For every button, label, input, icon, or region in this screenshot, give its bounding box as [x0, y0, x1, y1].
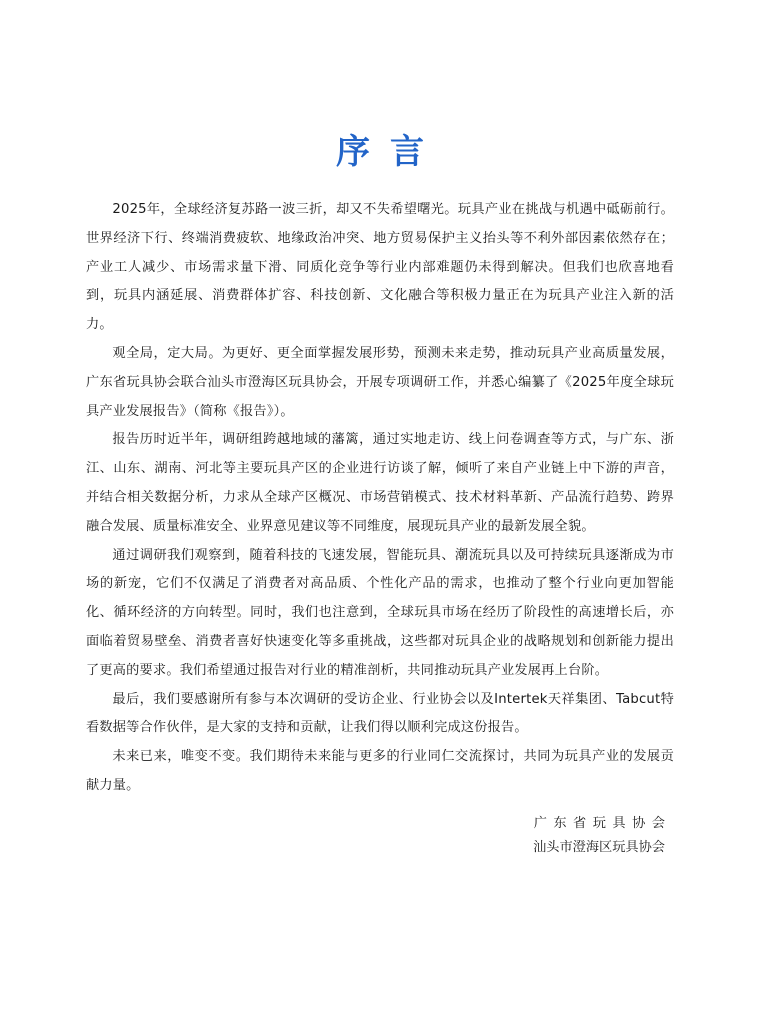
signature-block	[533, 812, 672, 860]
signature-org-2: 汕头市澄海区玩具协会	[533, 840, 665, 855]
signature-org-1: 广东省玩具协会	[533, 816, 672, 831]
preface-body	[86, 196, 674, 801]
paragraph-5: 最后，我们要感谢所有参与本次调研的受访企业、行业协会以及Intertek天祥集团、Tabcut特看数据等合作伙伴，是大家的支持和贡献，让我们得以顺利完成这份报告。	[86, 691, 674, 736]
paragraph-4: 通过调研我们观察到，随着科技的飞速发展，智能玩具、潮流玩具以及可持续玩具逐渐成为市场的新宠，它们不仅满足了消费者对高品质、个性化产品的需求，也推动了整个行业向更加智能化、循环经济的方向转型。同时，我们也注意到，全球玩具市场在经历了阶段性的高速增长后，亦面临着贸易壁垒、消费者喜好快速变化等多重挑战，这些都对玩具企业的战略规划和创新能力提出了更高的要求。我们希望通过报告对行业的精准剖析，共同推动玩具产业发展再上台阶。	[86, 547, 674, 678]
paragraph-6: 未来已来，唯变不变。我们期待未来能与更多的行业同仁交流探讨，共同为玩具产业的发展贡献力量。	[86, 749, 674, 793]
paragraph-3: 报告历时近半年，调研组跨越地域的藩篱，通过实地走访、线上问卷调查等方式，与广东、浙江、山东、湖南、河北等主要玩具产区的企业进行访谈了解，倾听了来自产业链上中下游的声音，并结合相关数据分析，力求从全球产区概况、市场营销模式、技术材料革新、产品流行趋势、跨界融合发展、质量标准安全、业界意见建议等不同维度，展现玩具产业的最新发展全貌。	[86, 432, 674, 534]
paragraph-2: 观全局，定大局。为更好、更全面掌握发展形势，预测未来走势，推动玩具产业高质量发展，广东省玩具协会联合汕头市澄海区玩具协会，开展专项调研工作，并悉心编纂了《2025年度全球玩具产业发展报告》（简称《报告》）。	[86, 345, 674, 419]
paragraph-1: 2025年，全球经济复苏路一波三折，却又不失希望曙光。玩具产业在挑战与机遇中砥砺前行。世界经济下行、终端消费疲软、地缘政治冲突、地方贸易保护主义抬头等不利外部因素依然存在；产业工人减少、市场需求量下滑、同质化竞争等行业内部难题仍未得到解决。但我们也欣喜地看到，玩具内涵延展、消费群体扩容、科技创新、文化融合等积极力量正在为玩具产业注入新的活力。	[86, 202, 674, 333]
page-title: 序言	[336, 132, 444, 172]
